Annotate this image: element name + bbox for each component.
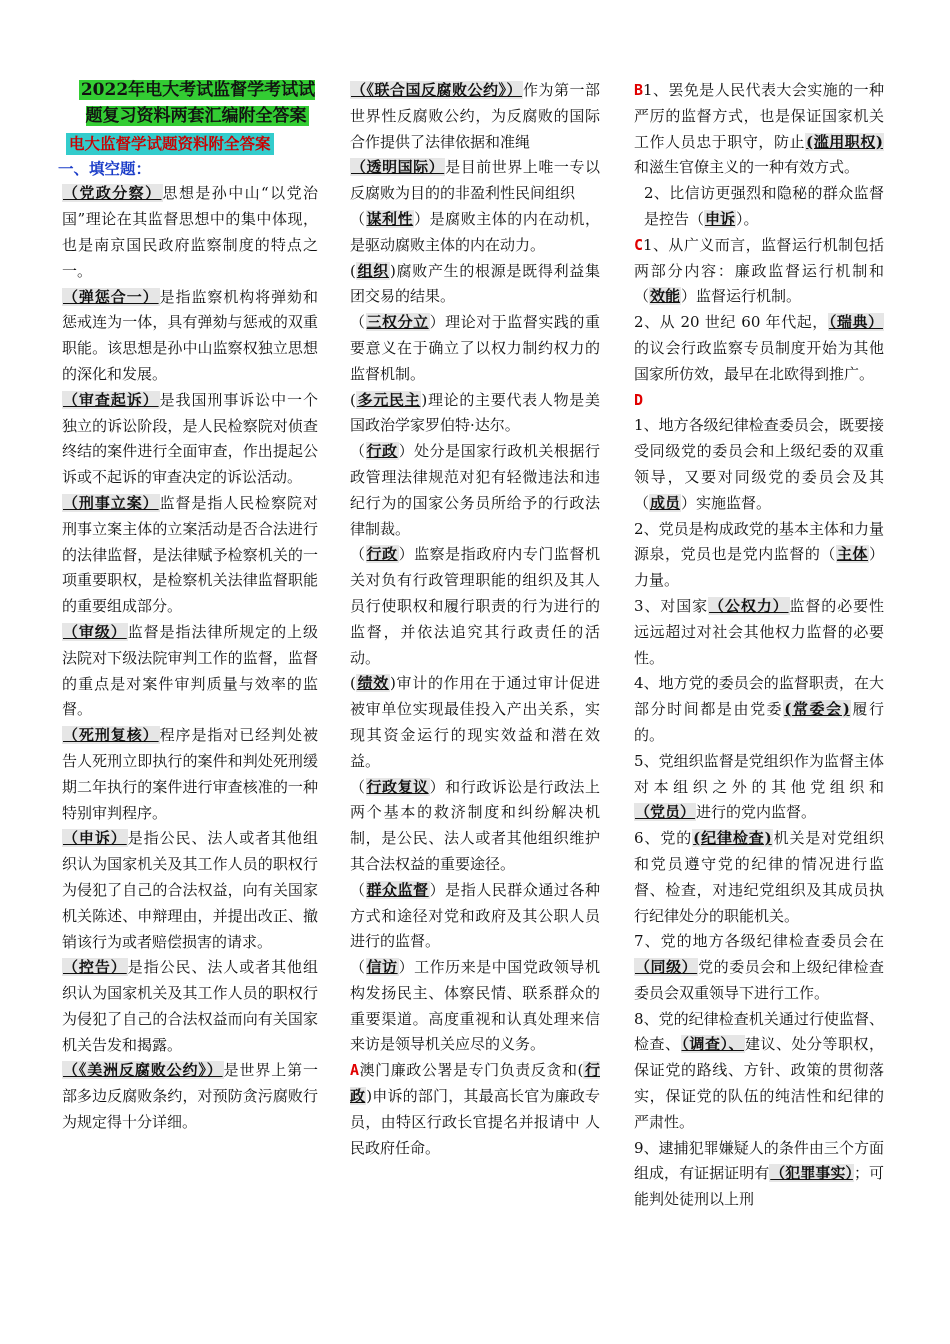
index-letter: C <box>634 235 644 254</box>
answer-fill: （调查）、 <box>681 1035 744 1054</box>
answer-fill: 行政复议 <box>366 777 429 796</box>
question-item <box>350 878 600 955</box>
question-text-before: 2、从 20 世纪 60 年代起， <box>634 313 828 332</box>
question-item <box>62 388 318 491</box>
question-text-before: （ <box>350 958 366 977</box>
answer-fill: 主体 <box>836 545 868 564</box>
question-text-before: 1、从广义而言，监督运行机制包括两部分内容：廉政监督运行机制和（ <box>634 235 884 306</box>
question-item <box>350 310 600 387</box>
answer-fill: 行政 <box>366 442 398 461</box>
question-text-after: 是指公民、法人或者其他组织认为国家机关及其工作人员的职权行为侵犯了自己的合法权益而向有关国家机关告发和揭露。 <box>62 958 318 1054</box>
question-text-after: 是世界上第一部多边反腐败条约，对预防贪污腐败行为规定得十分详细。 <box>62 1061 318 1132</box>
question-item <box>350 775 600 878</box>
index-letter: B <box>634 81 644 99</box>
question-item <box>350 388 600 440</box>
answer-fill: 三权分立 <box>366 313 429 332</box>
question-text-after: ）。 <box>736 209 759 228</box>
question-text-before: 澳门廉政公署是专门负责反贪和( <box>359 1061 584 1080</box>
column-3-questions <box>634 78 884 1213</box>
question-text-before: （ <box>350 777 366 796</box>
question-text-after: 是指公民、法人或者其他组织认为国家机关及其工作人员的职权行为侵犯了自己的合法权益，向有关国家机关陈述、申辩理由，并提出改正、撤销该行为或者赔偿损害的请求。 <box>62 829 318 951</box>
question-text-after: ）力量。 <box>634 545 884 590</box>
question-item <box>634 929 884 1006</box>
question-text-after: 履行的。 <box>634 700 884 744</box>
subtitle-block <box>62 132 318 158</box>
section-heading: 一、填空题： <box>58 159 152 179</box>
question-text-before: ( <box>350 390 356 409</box>
question-text-before: （ <box>350 313 366 332</box>
question-text-before: （ <box>350 545 366 564</box>
question-item <box>634 749 884 826</box>
answer-fill: 多元民主 <box>356 390 421 409</box>
index-letter: A <box>350 1061 360 1080</box>
question-text-after: ）是指人民群众通过各种方式和途径对党和政府及其公职人员进行的监督。 <box>350 880 600 951</box>
question-item <box>350 207 600 259</box>
question-item <box>634 388 884 414</box>
answer-fill: (滥用职权) <box>806 132 883 151</box>
question-text-after: ）是腐败主体的内在动机，是驱动腐败主体的内在动力。 <box>350 209 600 254</box>
answer-fill: 组织 <box>356 261 389 280</box>
question-text-after: 进行的党内监督。 <box>696 803 817 822</box>
question-text-after: ）监察是指政府内专门监督机关对负有行政管理职能的组织及其人员行使职权和履行职责的行为进行的监督，并依法追究其行政责任的活动。 <box>350 545 600 667</box>
question-item <box>634 594 884 671</box>
question-text-before: ( <box>350 674 356 693</box>
question-text-before: 6、党的 <box>634 829 693 848</box>
question-item <box>350 439 600 542</box>
answer-fill: (纪律检查) <box>693 829 772 848</box>
question-text-after: 监督是指人民检察院对刑事立案主体的立案活动是否合法进行的法律监督，是法律赋予检察机关的一项重要职权，是检察机关法律监督职能的重要组成部分。 <box>62 493 318 616</box>
answer-fill: 信访 <box>366 958 398 977</box>
answer-fill: （同级） <box>635 958 698 977</box>
question-text-before: 1、罢免是人民代表大会实施的一种严厉的监督方式，也是保证国家机关工作人员忠于职守，防止 <box>634 81 884 151</box>
answer-fill: （审查起诉） <box>63 390 159 409</box>
answer-fill: （控告） <box>63 958 127 977</box>
question-text-after: )理论的主要代表人物是美国政治学家罗伯特·达尔。 <box>350 390 600 435</box>
question-item <box>634 310 884 387</box>
question-text-after: 作为第一部世界性反腐败公约，为反腐败的国际合作提供了法律依据和准绳 <box>350 81 600 151</box>
question-item <box>62 491 318 620</box>
question-text-after: ）处分是国家行政机关根据行政管理法律规范对犯有轻微违法和违纪行为的国家公务员所给予的行政法律制裁。 <box>350 442 600 538</box>
question-item <box>62 955 318 1058</box>
question-item <box>350 1058 600 1161</box>
question-text-before: 7、党的地方各级纪律检查委员会在 <box>634 932 884 951</box>
question-text-after: ）工作历来是中国党政领导机构发扬民主、体察民情、联系群众的重要渠道。高度重视和认真处理来信来访是领导机关应尽的义务。 <box>350 958 600 1054</box>
question-text-after: 和滋生官僚主义的一种有效方式。 <box>634 158 860 177</box>
question-item <box>62 285 318 388</box>
answer-fill: （党员） <box>635 803 696 822</box>
answer-fill: （瑞典） <box>828 313 883 332</box>
question-item <box>62 1058 318 1135</box>
question-text-after: ）理论对于监督实践的重要意义在于确立了以权力制约权力的监督机制。 <box>350 313 600 383</box>
answer-fill: （犯罪事实） <box>770 1164 853 1183</box>
question-text-before: 5、党组织监督是党组织作为监督主体对本组织之外的其他党组织和 <box>634 751 884 796</box>
question-text-before: 3、对国家 <box>634 596 709 615</box>
question-text-after: 党的委员会和上级纪律检查委员会双重领导下进行工作。 <box>634 958 884 1002</box>
question-text-before: 4、地方党的委员会的监督职责，在大部分时间都是由党委 <box>634 674 884 719</box>
answer-fill: （死刑复核） <box>63 726 159 745</box>
question-text-after: 是我国刑事诉讼中一个独立的诉讼阶段，是人民检察院对侦查终结的案件进行全面审查，作出提起公诉或不起诉的审查决定的诉讼活动。 <box>62 390 318 487</box>
question-item <box>350 78 600 155</box>
answer-fill: 申诉 <box>705 209 736 228</box>
question-text-before: 1、地方各级纪律检查委员会，既要接受同级党的委员会和上级纪委的双重领导，又要对同级党的委员会及其（ <box>634 416 884 512</box>
answer-fill: （刑事立案） <box>63 493 159 512</box>
answer-fill: 效能 <box>650 287 681 306</box>
index-letter: D <box>634 390 644 409</box>
answer-fill: 行政 <box>366 545 398 564</box>
question-item <box>634 671 884 748</box>
question-text-after: ；可能判处徒刑以上刑 <box>634 1164 884 1209</box>
question-text-before: （ <box>350 209 366 228</box>
question-text-before: ( <box>350 261 356 280</box>
question-text-after: 建议、处分等职权，保证党的路线、方针、政策的贯彻落实，保证党的队伍的纯洁性和纪律的严肃性。 <box>634 1035 884 1131</box>
column-3 <box>634 78 884 1213</box>
answer-fill: （透明国际） <box>351 158 445 177</box>
question-text-after: )审计的作用在于通过审计促进被审单位实现最佳投入产出关系，实现其资金运行的现实效益和潜在效益。 <box>350 674 600 770</box>
question-item <box>634 517 884 594</box>
question-text-after: )腐败产生的根源是既得利益集团交易的结果。 <box>350 261 600 306</box>
question-text-after: 监督是指法律所规定的上级法院对下级法院审判工作的监督，监督的重点是对案件审判质量与效率的监督。 <box>62 622 318 719</box>
question-item <box>62 181 318 284</box>
question-text-after: 的议会行政监察专员制度开始为其他国家所仿效，最早在北欧得到推广。 <box>634 338 884 383</box>
answer-fill: 成员 <box>650 493 681 512</box>
question-item <box>350 955 600 1058</box>
question-text-before: （ <box>350 880 366 899</box>
question-text-after: 思想是孙中山“以党治国”理论在其监督思想中的集中体现，也是南京国民政府监察制度的特点之一。 <box>62 184 318 280</box>
question-text-after: 监督的必要性远远超过对社会其他权力监督的必要性。 <box>634 596 884 667</box>
question-item <box>634 78 884 181</box>
answer-fill: 行政 <box>350 1061 600 1106</box>
answer-fill: 群众监督 <box>366 880 429 899</box>
answer-fill: （党政分察） <box>63 184 162 203</box>
question-text-after: ）实施监督。 <box>681 493 772 512</box>
question-item <box>350 542 600 671</box>
question-text-before: （ <box>350 442 366 461</box>
question-text-before: 2、比信访更强烈和隐秘的群众监督是控告（ <box>644 184 884 228</box>
column-2-questions <box>350 78 600 1161</box>
question-item <box>634 1007 884 1136</box>
question-text-after: ）和行政诉讼是行政法上两个基本的救济制度和纠纷解决机制，是公民、法人或者其他组织维护其合法权益的重要途径。 <box>350 777 600 873</box>
question-text-after: ）监督运行机制。 <box>681 287 802 306</box>
question-text-before: 9、逮捕犯罪嫌疑人的条件由三个方面组成，有证据证明有 <box>634 1138 884 1183</box>
column-1-questions <box>62 181 318 1135</box>
question-text-before: 8、党的纪律检查机关通过行使监督、检查、 <box>634 1009 884 1054</box>
question-item <box>350 671 600 774</box>
answer-fill: 谋利性 <box>366 209 414 228</box>
document-subtitle: 电大监督学试题资料附全答案 <box>66 133 274 155</box>
answer-fill: 绩效 <box>356 674 389 693</box>
question-text-after: )申诉的部门，其最高长官为廉政专员，由特区行政长官提名并报请中 人民政府任命。 <box>350 1087 600 1157</box>
question-item <box>350 259 600 311</box>
question-item <box>62 723 318 826</box>
question-text-after: 机关是对党组织和党员遵守党的纪律的情况进行监督、检查，对违纪党组织及其成员执行纪律处分的职能机关。 <box>634 829 884 925</box>
question-item <box>634 826 884 929</box>
question-text-after: 是目前世界上唯一专以反腐败为目的的非盈利性民间组织 <box>350 158 600 203</box>
question-item <box>62 620 318 723</box>
question-item <box>634 233 884 310</box>
answer-fill: (常委会) <box>784 700 850 719</box>
answer-fill: （《美洲反腐败公约》） <box>63 1061 223 1080</box>
question-item <box>350 155 600 207</box>
answer-fill: （弹惩合一） <box>63 287 159 306</box>
answer-fill: （《联合国反腐败公约》） <box>351 81 522 99</box>
answer-fill: （申诉） <box>63 829 127 848</box>
answer-fill: （公权力） <box>709 596 789 615</box>
document-title: 2022年电大考试监督学考试试题复习资料两套汇编附全答案 <box>80 80 316 126</box>
question-item <box>62 826 318 955</box>
document-title-block <box>72 78 322 130</box>
question-text-after: 程序是指对已经判处被告人死刑立即执行的案件和判处死刑缓期二年执行的案件进行审查核准的一种特别审判程序。 <box>62 726 318 822</box>
column-1 <box>58 78 318 1136</box>
question-item <box>634 413 884 516</box>
question-item <box>634 1136 884 1213</box>
question-text-before: 2、党员是构成政党的基本主体和力量源泉，党员也是党内监督的（ <box>634 519 884 564</box>
question-item <box>634 181 884 233</box>
column-2 <box>350 78 600 1161</box>
answer-fill: （审级） <box>63 622 127 641</box>
question-text-after: 是指监察机构将弹劾和惩戒连为一体，具有弹劾与惩戒的双重职能。该思想是孙中山监察权独立思想的深化和发展。 <box>62 287 318 383</box>
